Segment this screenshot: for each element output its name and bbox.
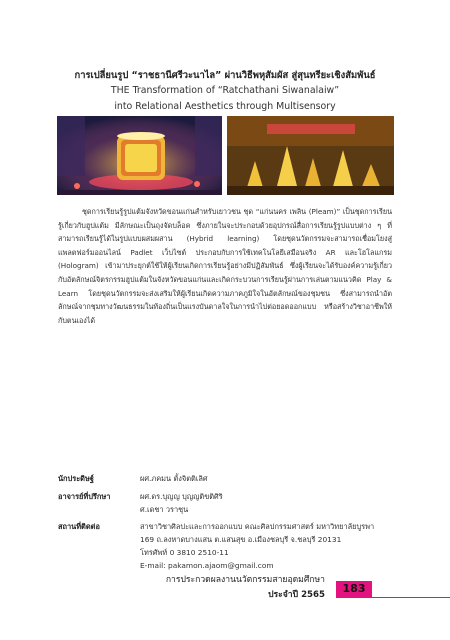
stage-photo: [57, 116, 222, 195]
contact-line-1: สาขาวิชาศิลปะและการออกแบบ คณะศิลปกรรมศาสตร์ มหาวิทยาลัยบูรพา: [140, 522, 375, 531]
stage-photo-image: [57, 116, 222, 195]
description-paragraph: [58, 205, 392, 327]
footer-caption: [145, 573, 325, 603]
innovator-value: ผศ.ภคมน ตั้งจิตติเลิศ: [140, 474, 208, 483]
innovator-label: นักประดิษฐ์: [58, 474, 94, 483]
innovator-row: [58, 472, 392, 485]
pagoda-photo: [227, 116, 394, 195]
contact-line-3: โทรศัพท์ 0 3810 2510-11: [140, 548, 229, 557]
description-text: ชุดการเรียนรู้รูปแต้มจังหวัดขอนแก่นสำหรับเยาวชน ชุด “แก่นนคร เพลิน (Pleam)” เป็นชุดการเรียนรู้เกี่ยวกับฮูปแต้ม มีลักษณะเป็นถุงจัดบล็อค ซึ่งภายในจะประกอบด้วยอุปกรณ์สื่อการเรียนรู้รูปแบบต่าง ๆ ที่สามารถเรียนรู้ได้ในรูปแบบผสมผสาน (Hybrid learning) โดยชุดนวัตกรรมจะสามารถเชื่อมโยงสู่แพลตฟอร์มออนไลน์ Padlet เว็บไซต์ ประกอบกับการใช้เทคโนโลยีเสมือนจริง AR และโฮโลแกรม (Hologram) เข้ามาประยุกต์ใช้ให้ผู้เรียนเกิดการเรียนรู้อย่างมีปฏิสัมพันธ์ ซึ่งผู้เรียนจะได้รับองค์ความรู้เกี่ยวกับอัตลักษณ์จิตรกรรมฮูปแต้มในจังหวัดขอนแก่นและเกิดกระบวนการเรียนรู้ผ่านการเล่นตามแนวคิด Play & Learn โดยชุดนวัตกรรมจะส่งเสริมให้ผู้เรียนเกิดความภาคภูมิใจในอัตลักษณ์ของชุมชน ซึ่งสามารถนำอัตลักษณ์จากชุมทางวัฒนธรรมในท้องถิ่นเป็นแรงบันดาลใจในการนำไปต่อยอดออกแบบ หรือสร้างวิชาอาชีพให้กับตนเองได้: [58, 207, 392, 325]
footer-line2: ประจำปี 2565: [268, 590, 325, 600]
contact-row: [58, 520, 392, 572]
photo-strip: [57, 116, 394, 195]
contact-line-2: 169 ถ.ลงหาดบางแสน ต.แสนสุข อ.เมืองชลบุรี จ.ชลบุรี 20131: [140, 535, 342, 544]
thai-title: การเปลี่ยนรูป “ราชธานีศรีวะนาไล” ผ่านวิธีพหุสัมผัส สู่สุนทรียะเชิงสัมพันธ์: [74, 70, 376, 81]
pagoda-photo-image: [227, 116, 394, 195]
footer-divider: [336, 597, 450, 598]
advisor-label: อาจารย์ที่ปรึกษา: [58, 492, 111, 501]
english-title-line2: into Relational Aesthetics through Multisensory: [114, 101, 336, 112]
contact-label: สถานที่ติดต่อ: [58, 522, 100, 531]
contact-email: E-mail: pakamon.ajaom@gmail.com: [140, 561, 274, 570]
advisor-values: [140, 490, 392, 516]
page-number: 183: [336, 581, 372, 597]
english-title-line1: THE Transformation of “Ratchathani Siwanalaiw”: [110, 85, 340, 96]
contact-values: [140, 520, 392, 572]
footer-line1: การประกวดผลงานนวัตกรรมสายอุดมศึกษา: [165, 575, 325, 585]
advisor-1: ผศ.ดร.บุญญ บุญญติขติศิริ: [140, 492, 223, 501]
advisor-2: ศ.เดชา วราชุน: [140, 505, 189, 514]
advisor-row: [58, 490, 392, 516]
